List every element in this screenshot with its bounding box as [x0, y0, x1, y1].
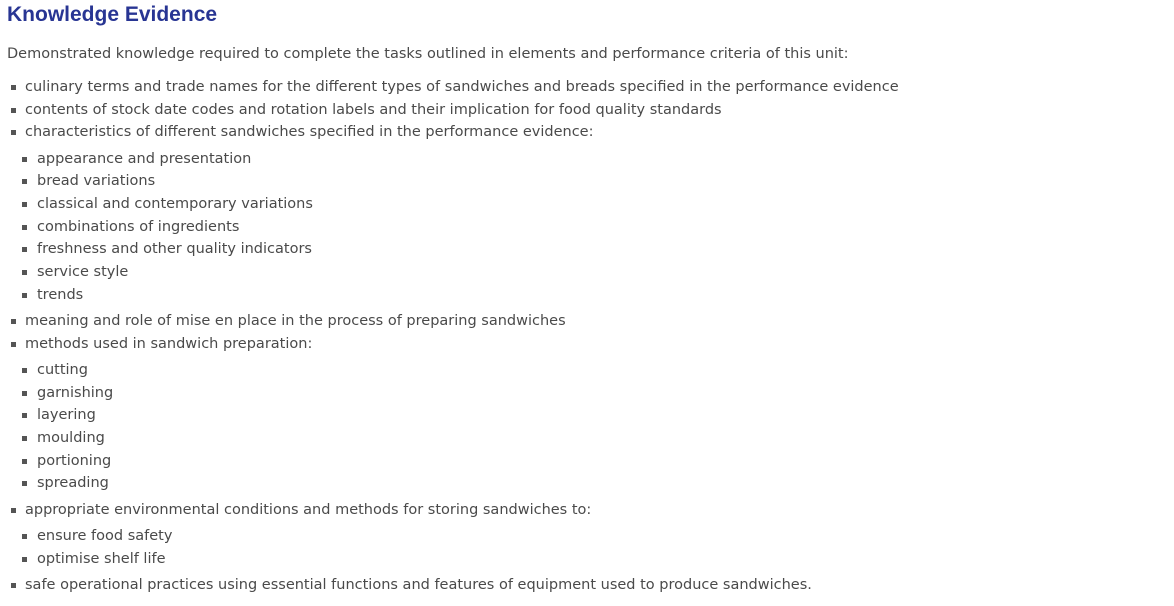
list-item-text: characteristics of different sandwiches specified in the performance evidence:	[25, 124, 594, 141]
sublist-item: combinations of ingredients	[25, 216, 899, 239]
sublist-item: garnishing	[25, 382, 899, 405]
list-item-text: meaning and role of mise en place in the process of preparing sandwiches	[25, 313, 566, 330]
list-item-text: methods used in sandwich preparation:	[25, 335, 313, 352]
sublist-sandwich-characteristics	[25, 148, 899, 307]
list-item	[7, 333, 899, 495]
sublist-item: freshness and other quality indicators	[25, 238, 899, 261]
list-item	[7, 76, 899, 99]
sublist-item: portioning	[25, 450, 899, 473]
sublist-item: appearance and presentation	[25, 148, 899, 171]
sublist-item: classical and contemporary variations	[25, 193, 899, 216]
sublist-item: cutting	[25, 359, 899, 382]
list-item-text: appropriate environmental conditions and methods for storing sandwiches to:	[25, 501, 592, 518]
list-item	[7, 499, 899, 571]
intro-text: Demonstrated knowledge required to complete the tasks outlined in elements and performance criteria of this unit:	[7, 46, 849, 62]
sublist-item: bread variations	[25, 170, 899, 193]
list-item-text: contents of stock date codes and rotation labels and their implication for food quality standards	[25, 101, 722, 118]
sublist-item: ensure food safety	[25, 525, 899, 548]
sublist-item: service style	[25, 261, 899, 284]
sublist-item: spreading	[25, 472, 899, 495]
sublist-preparation-methods	[25, 359, 899, 495]
sublist-storage-goals	[25, 525, 899, 570]
list-item-text: safe operational practices using essential functions and features of equipment used to produce sandwiches.	[25, 576, 812, 593]
sublist-item: moulding	[25, 427, 899, 450]
sublist-item: optimise shelf life	[25, 548, 899, 571]
sublist-item: layering	[25, 404, 899, 427]
knowledge-list	[7, 76, 899, 596]
sublist-item: trends	[25, 284, 899, 307]
list-item	[7, 310, 899, 333]
list-item	[7, 121, 899, 306]
list-item-text: culinary terms and trade names for the different types of sandwiches and breads specified in the performance evidence	[25, 79, 899, 95]
list-item	[7, 99, 899, 122]
section-heading: Knowledge Evidence	[7, 3, 218, 26]
list-item	[7, 574, 899, 597]
